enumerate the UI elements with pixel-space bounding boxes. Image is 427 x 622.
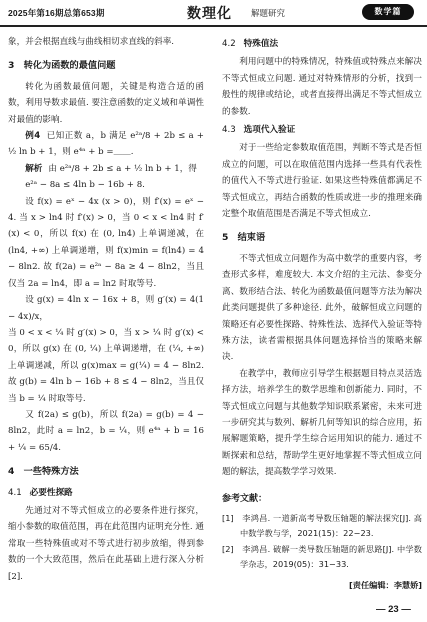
section-4-heading: 4 一些特殊方法 [8, 466, 79, 478]
subsection-number: 4.3 [222, 125, 236, 136]
section-badge: 数学篇 [362, 4, 414, 20]
issue-info: 2025年第16期总第653期 [8, 8, 105, 18]
page-header [0, 0, 427, 26]
subsection-title: 选项代入验证 [243, 125, 296, 136]
solution-paragraph-4: 设 g(x) = 4ln x − 16x + 8，则 g′(x) = 4(1 − 4x)/x， [8, 295, 204, 322]
solution-line-1 [8, 161, 204, 177]
page-number: — 23 — [376, 604, 411, 615]
solution-paragraph-6: 又 f(2a) ≤ g(b)，所以 f(2a) = g(b) = 4 − 8ln2，此时 a = ln2，b = ¼，则 e⁴ᵃ + b = 16 + ¼ = 65/4. [8, 409, 204, 453]
conclusion-paragraph-2: 在教学中，教师应引导学生根据题目特点灵活选择方法，培养学生的数学思维和创新能力. 同时，不等式恒成立问题与其他数学知识联系紧密，未来可进一步研究其与数列、解析几何等知识的综合应用，拓展解题策略，提升学生综合运用知识的能力. 通过不断探索和总结，帮助学生更好地掌握不等式恒成立问题的解法，提高数学学习效果. [222, 368, 422, 478]
subsection-number: 4.2 [222, 39, 236, 49]
subsection-title: 必要性探路 [29, 487, 73, 498]
column-name: 解题研究 [251, 9, 286, 19]
conclusion-paragraph-1: 不等式恒成立问题作为高中数学的重要内容，考查形式多样，难度较大. 本文介绍的主元法、参变分离、数形结合法、转化为函数最值问题等方法为解决此类问题提供了多种途径. 此外，破解恒成立问题的策略还有必要性探路、特殊性法、选择代入验证等特殊方法，读者需根据具体问题选择恰当的策略来解决. [222, 253, 422, 363]
subsection-4-2-text: 利用问题中的特殊情况，特殊值或特殊点来解决不等式恒成立问题. 通过对特殊情形的分析，找到一般性的规律或结论，或者直接得出满足不等式恒成立的参数. [222, 57, 422, 117]
example-label: 例4 [25, 131, 41, 142]
section-5-heading: 5 结束语 [222, 232, 266, 244]
solution-label: 解析 [25, 163, 43, 174]
section-3-intro: 转化为函数最值问题，关键是构造合适的函数，利用导数求最值. 要注意函数的定义域和单调性对最值的影响. [8, 81, 204, 125]
reference-item: [1] 李鸿昌. 一道新高考导数压轴题的解法探究[J]. 高中数学教与学，2021(15)：22−23. [222, 512, 422, 539]
solution-paragraph-5: 当 0 < x < ¼ 时 g′(x) > 0，当 x > ¼ 时 g′(x) < 0，所以 g(x) 在 (0, ¼) 上单调递增，在 (¼, +∞) 上单调递减，所以 g(x)max = g(¼) = 4 − 8ln2. 故 g(b) = 4ln b − 16b + 8 ≤ 4 − 8ln2，当且仅当 b = ¼ 时取等号. [8, 327, 204, 404]
subsection-4-3-text: 对于一些给定参数取值范围，判断不等式是否恒成立的问题，可以在取值范围内选择一些具有代表性的值代入不等式进行验证. 如果这些特殊值都满足不等式恒成立，再结合函数的性质或进一步的推理来确定整个取值范围是否满足不等式恒成立. [222, 143, 422, 220]
solution-text-1: 由 e²ᵃ/8 + 2b ≤ a + ½ ln b + 1，得 [48, 163, 197, 174]
magazine-title: 数理化 [187, 6, 232, 22]
reference-item: [2] 李鸿昌. 破解一类导数压轴题的新思路[J]. 中学数学杂志，2019(05)：31−33. [222, 543, 422, 570]
references-heading: 参考文献： [222, 493, 268, 504]
header-rule [0, 25, 427, 27]
subsection-4-1-text: 先通过对不等式恒成立的必要条件进行探究，缩小参数的取值范围，再在此范围内证明充分性. 通常取一些特殊值或对不等式进行初步放缩，得到参数的一个大致范围，然后在此基础上进行深入分析[2]. [8, 505, 204, 582]
subsection-4-2-heading [222, 36, 422, 52]
paragraph-continued: 象，并会根据直线与曲线相切求直线的斜率. [8, 37, 175, 47]
section-3-heading: 3 转化为函数的最值问题 [8, 60, 116, 72]
left-column [8, 34, 204, 585]
example-text: 已知正数 a，b 满足 e²ᵃ/8 + 2b ≤ a + ½ ln b + 1，则 e⁴ᵃ + b =＿＿. [8, 131, 205, 158]
responsible-editor: [责任编辑：李慧娇] [349, 579, 422, 590]
subsection-number: 4.1 [8, 487, 22, 498]
subsection-4-1-heading [8, 485, 204, 501]
solution-paragraph-3: 设 f(x) = eˣ − 4x (x > 0)，则 f′(x) = eˣ − 4. 当 x > ln4 时 f′(x) > 0，当 0 < x < ln4 时 f′(x) < 0，所以 f(x) 在 (0, ln4) 上单调递减，在 (ln4, +∞) 上单调递增，则 f(x)min = f(ln4) = 4 − 8ln2. 故 f(2a) = e²ᵃ − 8a ≥ 4 − 8ln2，当且仅当 2a = ln4，即 a = ln2 时取等号. [8, 196, 204, 289]
example-4 [8, 128, 204, 161]
subsection-4-3-heading [222, 122, 422, 138]
solution-line-2: e²ᵃ − 8a ≤ 4ln b − 16b + 8. [25, 180, 145, 191]
subsection-title: 特殊值法 [243, 39, 279, 49]
right-column [222, 34, 422, 593]
